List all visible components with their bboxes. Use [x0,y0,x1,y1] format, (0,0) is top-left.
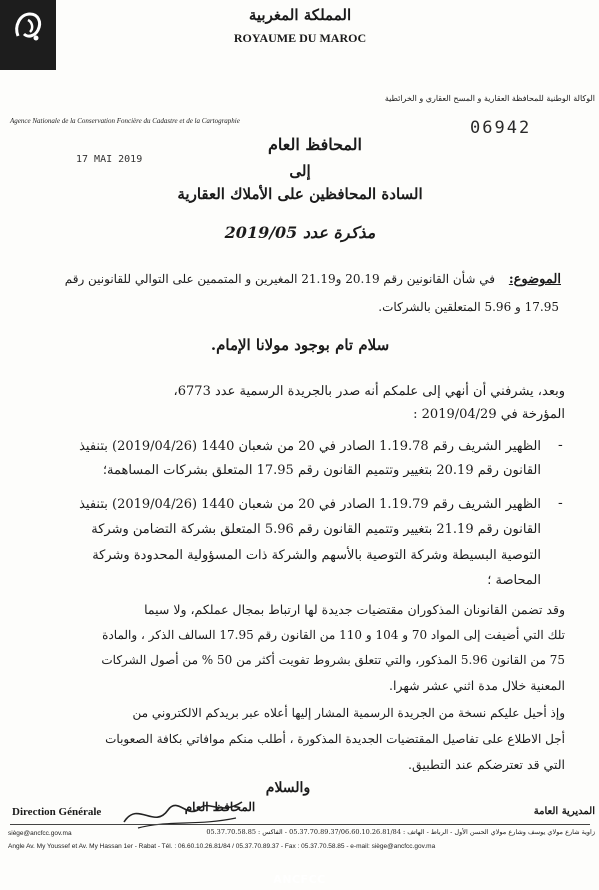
list-bullet: - [558,495,563,511]
subject-line: في شأن القانونين رقم 20.19 و21.19 المغيرين و المتممين على التوالي للقانونين رقم [64,272,495,286]
list-item-line: الظهير الشريف رقم 1.19.78 الصادر في 20 من شعبان 1440 (2019/04/26) بتنفيذ [79,439,541,454]
footer-divider [10,824,590,825]
list-item-line: التوصية البسيطة وشركة التوصية بالأسهم والشركة ذات المسؤولية المحدودة وشركة [92,548,541,563]
footer-address-french: Angle Av. My Youssef et Av. My Hassan 1er - Rabat - Tél. : 06.60.10.26.81/84 / 05.37.70.89.37 - Fax : 05.37.70.58.85 - e-mail: siège@ancfcc.gov.ma [8,843,436,850]
body-line: وبعد، يشرفني أن أنهي إلى علمكم أنه صدر بالجريدة الرسمية عدد 6773، [173,384,565,399]
list-bullet: - [558,437,563,453]
kingdom-french: ROYAUME DU MAROC [233,31,367,45]
logo-text: ANCFCC [273,873,326,886]
footer-direction-french: Direction Générale [12,806,102,818]
greeting: سلام تام بوجود مولانا الإمام. [210,336,390,354]
footer-address-arabic: زاوية شارع مولاي يوسف وشارع مولاي الحسن الأول - الرباط - الهاتف : 05.37.70.89.37/06.60.10.26.81/84 - الفاكس : 05.37.70.58.85 [206,828,595,836]
footer-direction-arabic: المديرية العامة [533,806,595,817]
list-item-line: القانون رقم 21.19 بتغيير وتتميم القانون رقم 5.96 المتعلق بشركة التضامن وشركة [91,522,541,537]
agency-name-arabic: الوكالة الوطنية للمحافظة العقارية و المسح العقاري و الخرائطية [384,94,595,103]
signature-title: المحافظ العام [184,800,256,814]
date-stamp: 17 MAI 2019 [76,154,143,165]
subject-label: الموضوع: [508,272,561,287]
kingdom-arabic: المملكة المغربية [248,6,352,24]
list-item-line: الظهير الشريف رقم 1.19.79 الصادر في 20 من شعبان 1440 (2019/04/26) بتنفيذ [79,497,541,512]
to-label: إلى [289,162,311,180]
list-item-line: المحاصة ؛ [487,573,541,588]
body-line: أجل الاطلاع على تفاصيل المقتضيات الجديدة المذكورة ، أطلب منكم موافاتي بكافة الصعوبات [105,732,565,746]
logo-emblem-icon [8,6,48,46]
body-line: وإذ أحيل عليكم نسخة من الجريدة الرسمية المشار إليها أعلاه عبر بريدكم الالكتروني من [132,706,565,720]
list-item-line: القانون رقم 20.19 بتغيير وتتميم القانون رقم 17.95 المتعلق بشركات المساهمة؛ [102,463,541,478]
reference-number: 06942 [470,118,532,138]
body-line: التي قد تعترضكم عند التطبيق. [408,757,565,772]
body-line: تلك التي أضيفت إلى المواد 70 و 104 و 110 من القانون رقم 17.95 السالف الذكر ، والمادة [102,628,565,642]
body-line: وقد تضمن القانونان المذكوران مقتضيات جديدة لها ارتباط بمجال عملكم، ولا سيما [144,602,565,617]
body-line: المؤرخة في 2019/04/29 : [413,407,565,422]
body-line: المعنية خلال مدة اثني عشر شهرا. [389,678,565,693]
sender-title: المحافظ العام [268,135,362,154]
closing: والسلام [265,780,311,796]
agency-name-french: Agence Nationale de la Conservation Foncière du Cadastre et de la Cartographie [10,117,240,125]
footer-email: siège@ancfcc.gov.ma [8,830,72,837]
body-line: 75 من القانون 5.96 المذكور، والتي تتعلق بشروط تفويت أكثر من 50 % من أصول الشركات [101,653,565,667]
memo-title: مذكرة عدد 2019/05 [224,223,376,242]
recipients: السادة المحافظين على الأملاك العقارية [177,185,423,203]
subject-line: 17.95 و 5.96 المتعلقين بالشركات. [378,300,559,314]
